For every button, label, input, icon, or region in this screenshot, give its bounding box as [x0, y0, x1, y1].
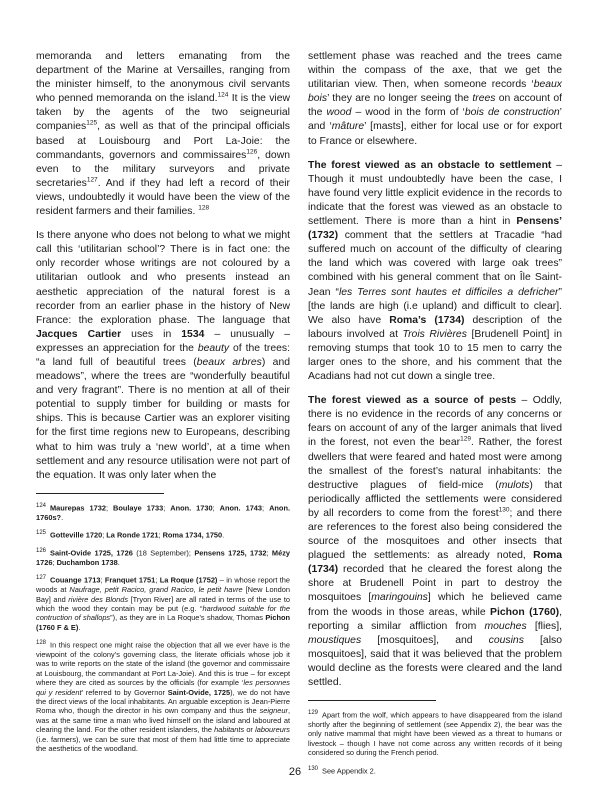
- footnote-text: Maurepas 1732; Boulaye 1733; Anon. 1730; Anon. 1743; Anon. 1760s?.: [36, 503, 291, 522]
- footnote: [36, 547, 290, 567]
- footnote: [308, 709, 562, 758]
- footnote-number: 129: [308, 710, 319, 717]
- body-paragraph: The forest viewed as an obstacle to settlement – Though it must undoubtedly have been the case, I have found very little explicit evidence in the records to indicate that the forest was viewed as an obstacle to settlement. There is more than a hint in Pensens’ (1732) comment that the settlers at Tracadie “had suffered much on account of the difficulty of clearing the land which was covered with large oak trees” combined with his general comment that on Île Saint-Jean “les Terres sont hautes et difficiles a defricher” [the lands are high (i.e upland) and difficult to clear]. We also have Roma’s (1734) description of the labours involved at Trois Rivières [Brudenell Point] in removing stumps that took 10 to 15 men to carry the larger ones to the shore, and his comment that the Acadians had not cut down a single tree.: [308, 159, 563, 383]
- footnote-number: 126: [36, 547, 47, 554]
- footnote-number: 127: [36, 575, 47, 582]
- left-column: [36, 50, 290, 761]
- footnote-number: 130: [308, 765, 319, 772]
- footnote-rule: [36, 493, 164, 494]
- footnote-text: See Appendix 2.: [322, 766, 376, 776]
- footnote-text: Saint-Ovide 1725, 1726 (18 September); Pensens 1725, 1732; Mézy 1726; Duchambon 1738.: [36, 548, 290, 567]
- footnote: [36, 574, 290, 632]
- footnote-number: 125: [36, 530, 47, 537]
- footnote-text: Couange 1713; Franquet 1751; La Roque (1752) – in whose report the woods at Naufrage, petit Racico, grand Racico, le petit havre [New London Bay] and rivière des Blonds [Tryon River] are all rated in terms of the use to which the wood they contain may be put (e.g. “hardwood suitable for the contruction of shallops”), as they are in La Roque’s shadow, Thomas Pichon (1760 F & E).: [36, 575, 291, 632]
- footnote: [36, 502, 290, 522]
- footnote-number: 124: [36, 502, 47, 509]
- body-paragraph: Is there anyone who does not belong to what we might call this ‘utilitarian school’? There is in fact one: the only recorder whose writings are not coloured by a utilitarian outlook and who presents instead an aesthetic appreciation of the natural forest is a recorder from an earlier phase in the history of New France: the exploration phase. The language that Jacques Cartier uses in 1534 – unusually – expresses an appreciation for the beauty of the trees: “a land full of beautiful trees (beaux arbres) and meadows”, where the trees are “wonderfully beautiful and very fragrant”. There is no mention at all of their potential to supply timber for building or masts for ships. This is because Cartier was an explorer visiting for the first time regions new to Europeans, describing what to him was truly a ‘new world’, at a time when settlement and any resource utilisation were not part of the equation. It was only later when the: [36, 230, 290, 481]
- footnote-text: Apart from the wolf, which appears to have disappeared from the island shortly after the beginning of settlement (see Appendix 2), the bear was the only native mammal that might have been viewed as a threat to humans or livestock – though I have not come across any written records of it being considered so during the French period.: [308, 710, 562, 758]
- footnotes-left: [36, 502, 290, 754]
- footnote-text: In this respect one might raise the objection that all we ever have is the viewpoint of the colony’s governing class, the literate officials whose job it was to write reports on the state of the island (the governor and commissaire at Louisbourg, the commandant at Port La-Joie). And this is true – for except where they are cited as sources by the officials (for example ‘les personnes qui y resident’ referred to by Governor Saint-Ovide, 1725), we do not have the direct views of the local inhabitants. An arguable exception is Jean-Pierre Roma who, though the director in his own company and thus the seigneur, was at the same time a man who lived himself on the island and laboured at clearing the land. For the other resident islanders, the habitants or laboureurs (i.e. farmers), we can be sure that most of them had little time to appreciate the aesthetics of the woodland.: [36, 640, 290, 754]
- page-number: 26: [288, 766, 302, 778]
- body-paragraph: memoranda and letters emanating from the department of the Marine at Versailles, ranging from the minister himself, to the anonymous civil servants who penned memoranda on the island.$^{124}$ It is the view taken by the agents of the two seigneurial companies$^{125}$, as well as that of the principal officials based at Louisbourg and Port La-Joie: the commandants, governors and commissaires$^{126}$, down even to the military surveyors and private secretaries$^{127}$. And if they had left a record of their views, undoubtedly it would have been the view of the resident farmers and their families. $^{128}$: [36, 51, 290, 218]
- body-paragraph: The forest viewed as a source of pests – Oddly, there is no evidence in the records of any concerns or fears on account of any of the larger animals that lived in the forest, not even the bear$^{129}$. Rather, the forest dwellers that were feared and hated most were among the smallest of the forest’s natural inhabitants: the destructive plagues of field-mice (mulots) that periodically afflicted the settlements were considered by all recorders to come from the forest$^{130}$; and there are references to the forest also being considered the source of the mosquitoes and other insects that plagued the settlements: as already noted, Roma (1734) recorded that he cleared the forest along the shore at Brudenell Point in part to destroy the mosquitoes [maringouins] which he believed came from the woods in those areas, while Pichon (1760), reporting a similar affliction from mouches [flies], moustiques [mosquitoes], and cousins [also mosquitoes], said that it was believed that the problem would decline as the forests were cleared and the land settled.: [308, 395, 563, 689]
- footnote: [36, 529, 290, 540]
- body-paragraph: settlement phase was reached and the trees came within the compass of the axe, that we get the utilitarian view. Then, when someone records ‘beaux bois’ they are no longer seeing the trees on account of the wood – wood in the form of ‘bois de construction’ and ‘mâture’ [masts], either for local use or for export to France or elsewhere.: [308, 51, 563, 147]
- right-column: [308, 50, 562, 783]
- footnote-rule: [308, 700, 436, 701]
- footnote: [36, 639, 290, 753]
- footnote-text: Gotteville 1720; La Ronde 1721; Roma 1734, 1750.: [50, 530, 225, 540]
- footnote-number: 128: [36, 640, 47, 647]
